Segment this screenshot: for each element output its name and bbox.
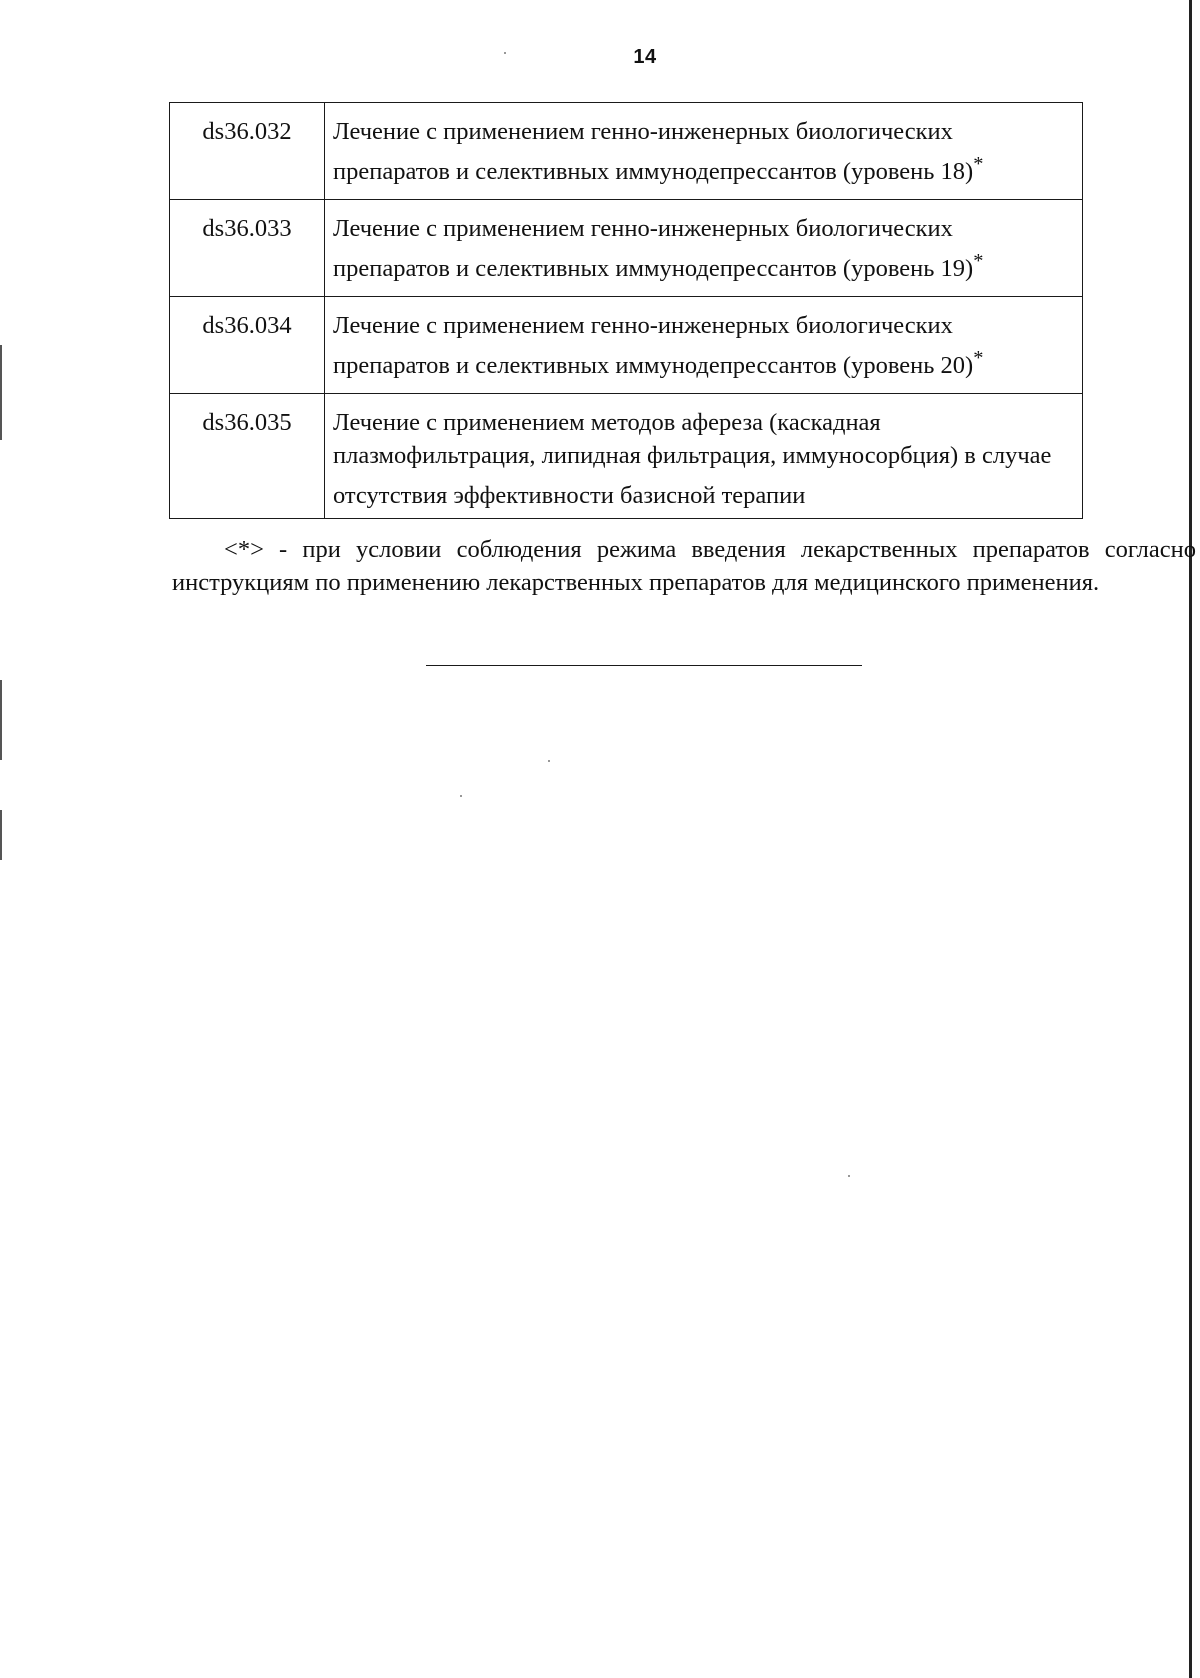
procedure-description: Лечение с применением методов афереза (каскадная плазмофильтрация, липидная фильтрация, иммуносорбция) в случае отсутствия эффективности базисной терапии: [333, 409, 1052, 510]
procedure-code: ds36.032: [170, 103, 325, 200]
page-number: 14: [633, 46, 657, 68]
footnote-marker: *: [973, 347, 984, 369]
procedure-description-cell: [325, 297, 1083, 394]
procedure-code: ds36.035: [170, 394, 325, 519]
procedure-code: ds36.034: [170, 297, 325, 394]
closing-rule: [426, 665, 862, 666]
procedure-description-cell: [325, 394, 1083, 519]
procedure-description: Лечение с применением генно-инженерных биологических препаратов и селективных иммунодепрессантов (уровень 20): [333, 312, 974, 380]
table-row: [170, 394, 1083, 519]
page-edge-line: [1189, 0, 1192, 1678]
procedure-description-cell: [325, 200, 1083, 297]
scan-speck: [848, 1175, 850, 1177]
scan-margin-mark: [0, 680, 2, 760]
procedure-code: ds36.033: [170, 200, 325, 297]
scan-speck: [460, 795, 462, 797]
table-row: [170, 103, 1083, 200]
footnote-text: <*> - при условии соблюдения режима введения лекарственных препаратов согласно инструкциям по применению лекарственных препаратов для медицинского применения.: [172, 536, 1196, 596]
footnote-marker: *: [973, 250, 984, 272]
scan-speck: [548, 760, 550, 762]
table-row: [170, 200, 1083, 297]
procedure-description-cell: [325, 103, 1083, 200]
procedure-description: Лечение с применением генно-инженерных биологических препаратов и селективных иммунодепрессантов (уровень 18): [333, 118, 974, 186]
table-row: [170, 297, 1083, 394]
scan-margin-mark: [0, 345, 2, 440]
procedure-description: Лечение с применением генно-инженерных биологических препаратов и селективных иммунодепрессантов (уровень 19): [333, 215, 974, 283]
footnote-marker: *: [973, 153, 984, 175]
procedures-table: [169, 102, 1083, 519]
scan-margin-mark: [0, 810, 2, 860]
